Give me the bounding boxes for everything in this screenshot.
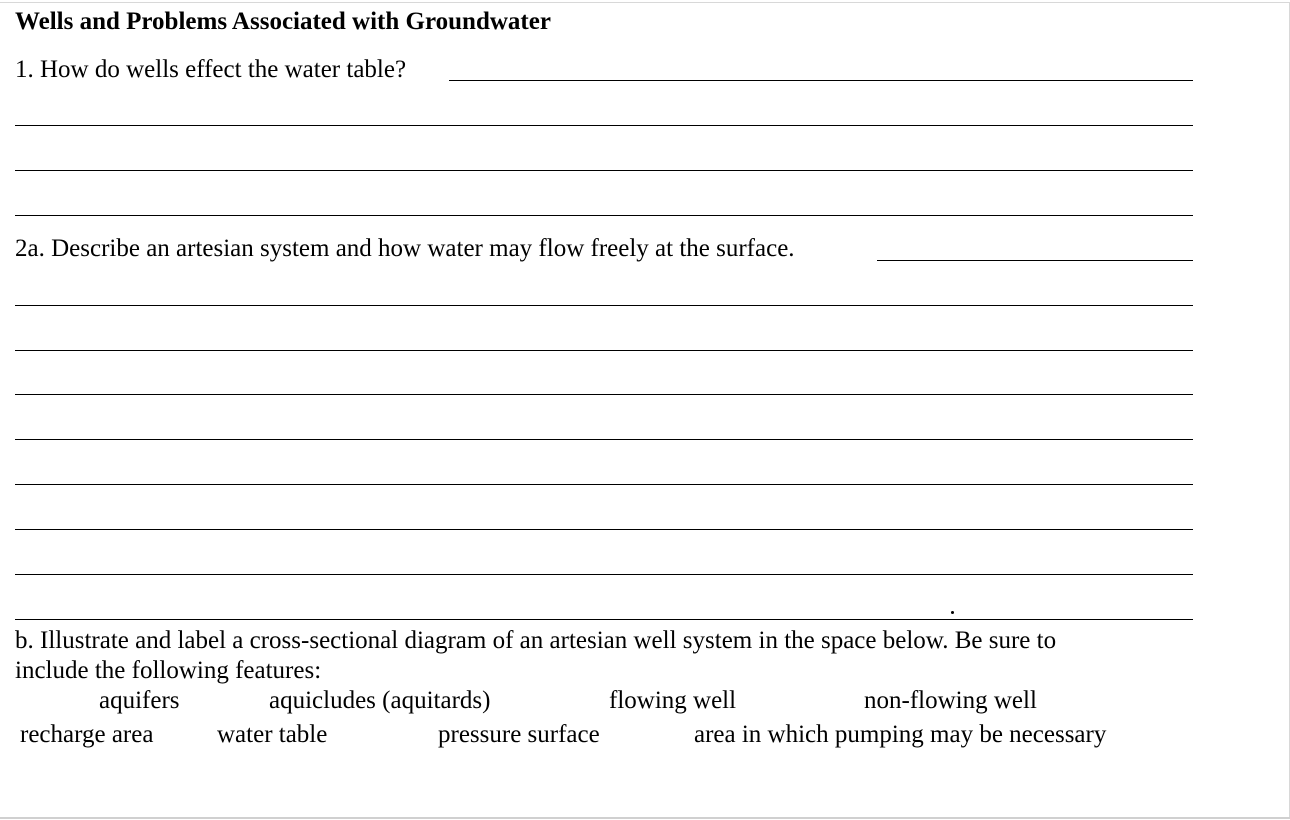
answer-line-q2a-2[interactable] (15, 305, 1193, 306)
answer-line-q2a-1[interactable] (877, 260, 1193, 261)
page-border-bottom (0, 817, 1290, 819)
answer-line-q2a-5[interactable] (15, 439, 1193, 440)
feature-aquifers: aquifers (99, 687, 180, 714)
feature-pumping-area: area in which pumping may be necessary (694, 721, 1107, 748)
feature-water-table: water table (217, 721, 328, 748)
answer-line-q2a-4[interactable] (15, 394, 1193, 395)
feature-aquicludes: aquicludes (aquitards) (269, 687, 491, 714)
page-border-top (0, 2, 1290, 3)
question-2b-line-2: include the following features: (15, 657, 322, 684)
feature-pressure-surface: pressure surface (438, 721, 600, 748)
question-2b-line-1: b. Illustrate and label a cross-sectional diagram of an artesian well system in the space below. Be sure to (15, 627, 1057, 654)
answer-line-q1-1[interactable] (449, 80, 1193, 81)
question-1: 1. How do wells effect the water table? (15, 56, 407, 83)
answer-line-q2a-7[interactable] (15, 529, 1193, 530)
question-2a: 2a. Describe an artesian system and how water may flow freely at the surface. (15, 235, 795, 262)
answer-line-q1-4[interactable] (15, 215, 1193, 216)
answer-line-q2a-6[interactable] (15, 484, 1193, 485)
worksheet-title: Wells and Problems Associated with Groundwater (15, 8, 551, 35)
feature-flowing-well: flowing well (609, 687, 737, 714)
answer-line-q2a-3[interactable] (15, 350, 1193, 351)
answer-line-q1-2[interactable] (15, 125, 1193, 126)
feature-non-flowing-well: non-flowing well (864, 687, 1037, 714)
stray-dot (951, 611, 954, 614)
feature-recharge-area: recharge area (20, 721, 154, 748)
answer-line-q2a-8[interactable] (15, 574, 1193, 575)
answer-line-q2a-9[interactable] (15, 619, 1193, 620)
answer-line-q1-3[interactable] (15, 170, 1193, 171)
